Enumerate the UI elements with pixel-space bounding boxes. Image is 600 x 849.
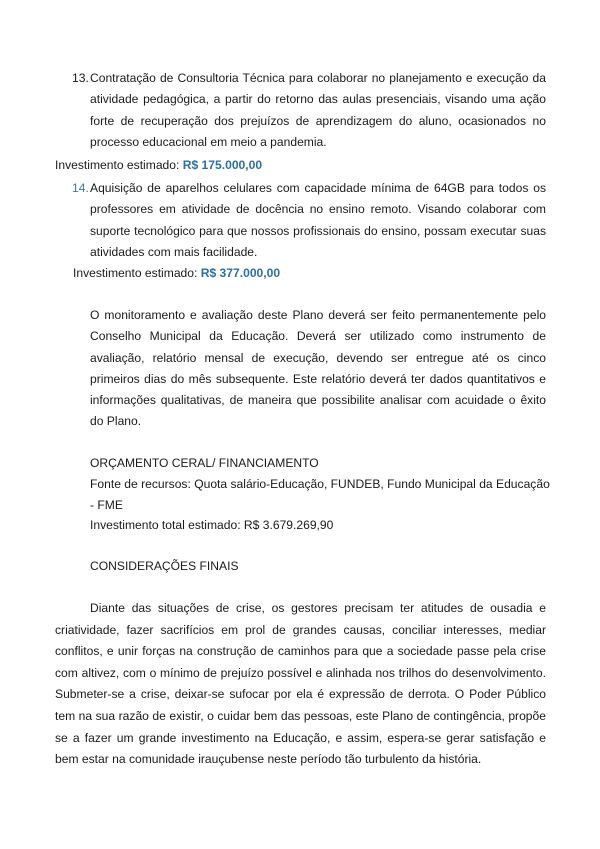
investment-amount: R$ 175.000,00 (182, 158, 263, 172)
list-item-13 (72, 68, 546, 153)
final-text: Diante das situações de crise, os gestores precisam ter atitudes de ousadia e criatividade, fazer sacrifícios em prol de grandes causas, conciliar interesses, mediar conflitos, e unir forças na construção de caminhos para que a sociedade passe pela crise com altivez, com o mínimo de prejuízo possível e alinhada nos trilhos do desenvolvimento. Submeter-se a crise, deixar-se sufocar por ela é expressão de derrota. O Poder Público tem na sua razão de existir, o cuidar bem das pessoas, este Plano de contingência, propõe se a fazer um grande investimento na Educação, e assim, espera-se gerar satisfação e bem estar na comunidade irauçubense neste período tão turbulento da história. (55, 601, 546, 767)
investment-amount: R$ 377.000,00 (200, 266, 281, 280)
item-number: 13. (72, 71, 89, 85)
investment-line-13 (55, 157, 262, 173)
monitoring-paragraph: O monitoramento e avaliação deste Plano deverá ser feito permanentemente pelo Conselho Municipal da Educação. Deverá ser utilizado como instrumento de avaliação, relatório mensal de execução, devendo ser entregue até os cinco primeiros dias do mês subsequente. Este relatório deverá ter dados quantitativos e informações qualitativas, de maneira que possibilite analisar com acuidade o êxito do Plano. (90, 308, 546, 429)
budget-heading: ORÇAMENTO CERAL/ FINANCIAMENTO (90, 456, 319, 470)
investment-line-14 (73, 265, 280, 281)
item-text: Aquisição de aparelhos celulares com capacidade mínima de 64GB para todos os professores em atividade de docência no ensino remoto. Visando colaborar com suporte tecnológico para que nossos profissionais do ensino, possam executar suas atividades com mais facilidade. (90, 181, 546, 259)
investment-label: Investimento estimado: (55, 158, 180, 172)
budget-sources: Fonte de recursos: Quota salário-Educação, FUNDEB, Fundo Municipal da Educação (90, 477, 550, 491)
item-number: 14. (72, 181, 89, 195)
budget-sources-continued: - FME (90, 498, 123, 512)
final-heading: CONSIDERAÇÕES FINAIS (90, 559, 239, 573)
budget-total: Investimento total estimado: R$ 3.679.269,90 (90, 518, 334, 532)
item-text: Contratação de Consultoria Técnica para colaborar no planejamento e execução da atividade pedagógica, a partir do retorno das aulas presenciais, visando uma ação forte de recuperação dos prejuízos de aprendizagem do aluno, ocasionados no processo educacional em meio a pandemia. (90, 71, 546, 149)
investment-label: Investimento estimado: (73, 266, 198, 280)
list-item-14 (72, 178, 546, 263)
final-paragraph (55, 598, 546, 771)
